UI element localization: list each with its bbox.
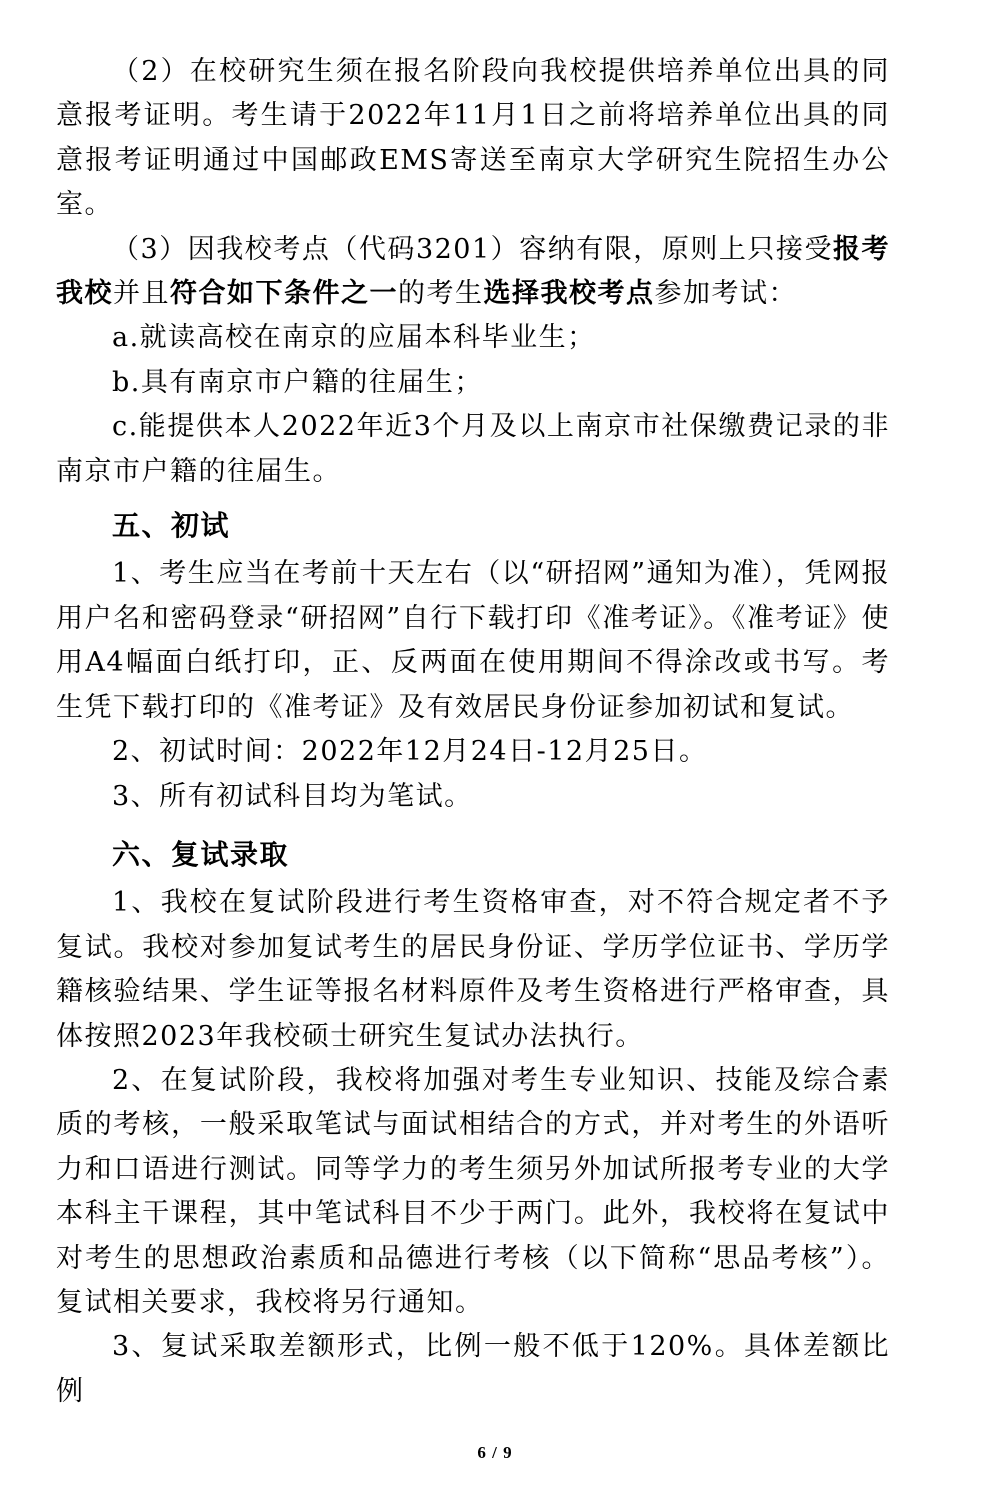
paragraph-exam-site bbox=[56, 228, 890, 317]
exam-site-bold-3: 选择我校考点 bbox=[483, 278, 655, 310]
paragraph-enrolled-students: （2）在校研究生须在报名阶段向我校提供培养单位出具的同意报考证明。考生请于2022年11月1日之前将培养单位出具的同意报考证明通过中国邮政EMS寄送至南京大学研究生院招生办公室。 bbox=[56, 56, 890, 221]
page-number: 6 / 9 bbox=[477, 1443, 513, 1462]
exam-site-bold-2: 符合如下条件之一 bbox=[170, 278, 398, 310]
exam-site-text-1: （3）因我校考点（代码3201）容纳有限，原则上只接受 bbox=[112, 233, 833, 265]
preliminary-item-2: 2、初试时间：2022年12月24日-12月25日。 bbox=[112, 736, 708, 768]
preliminary-item-3: 3、所有初试科目均为笔试。 bbox=[112, 780, 473, 812]
retest-item-3: 3、复试采取差额形式，比例一般不低于120%。具体差额比例 bbox=[56, 1331, 890, 1407]
retest-item-1: 1、我校在复试阶段进行考生资格审查，对不符合规定者不予复试。我校对参加复试考生的居民身份证、学历学位证书、学历学籍核验结果、学生证等报名材料原件及考生资格进行严格审查，具体按照2023年我校硕士研究生复试办法执行。 bbox=[56, 887, 890, 1052]
section-heading-preliminary-exam: 五、初试 bbox=[112, 509, 231, 543]
exam-site-bold-1: 报考我校 bbox=[56, 233, 891, 310]
exam-site-text-3: 的考生 bbox=[398, 278, 484, 310]
condition-c: c.能提供本人2022年近3个月及以上南京市社保缴费记录的非南京市户籍的往届生。 bbox=[56, 411, 890, 487]
condition-b: b.具有南京市户籍的往届生； bbox=[112, 366, 483, 398]
document-body bbox=[56, 50, 890, 1414]
preliminary-item-1: 1、考生应当在考前十天左右（以“研招网”通知为准），凭网报用户名和密码登录“研招网”自行下载打印《准考证》。《准考证》使用A4幅面白纸打印，正、反两面在使用期间不得涂改或书写。考生凭下载打印的《准考证》及有效居民身份证参加初试和复试。 bbox=[56, 558, 890, 723]
exam-site-text-4: 参加考试： bbox=[654, 278, 797, 310]
exam-site-text-2: 并且 bbox=[113, 278, 170, 310]
condition-a: a.就读高校在南京的应届本科毕业生； bbox=[112, 322, 596, 354]
retest-item-2: 2、在复试阶段，我校将加强对考生专业知识、技能及综合素质的考核，一般采取笔试与面试相结合的方式，并对考生的外语听力和口语进行测试。同等学力的考生须另外加试所报考专业的大学本科主干课程，其中笔试科目不少于两门。此外，我校将在复试中对考生的思想政治素质和品德进行考核（以下简称“思品考核”）。复试相关要求，我校将另行通知。 bbox=[56, 1064, 890, 1318]
section-heading-retest-admission: 六、复试录取 bbox=[112, 837, 290, 871]
